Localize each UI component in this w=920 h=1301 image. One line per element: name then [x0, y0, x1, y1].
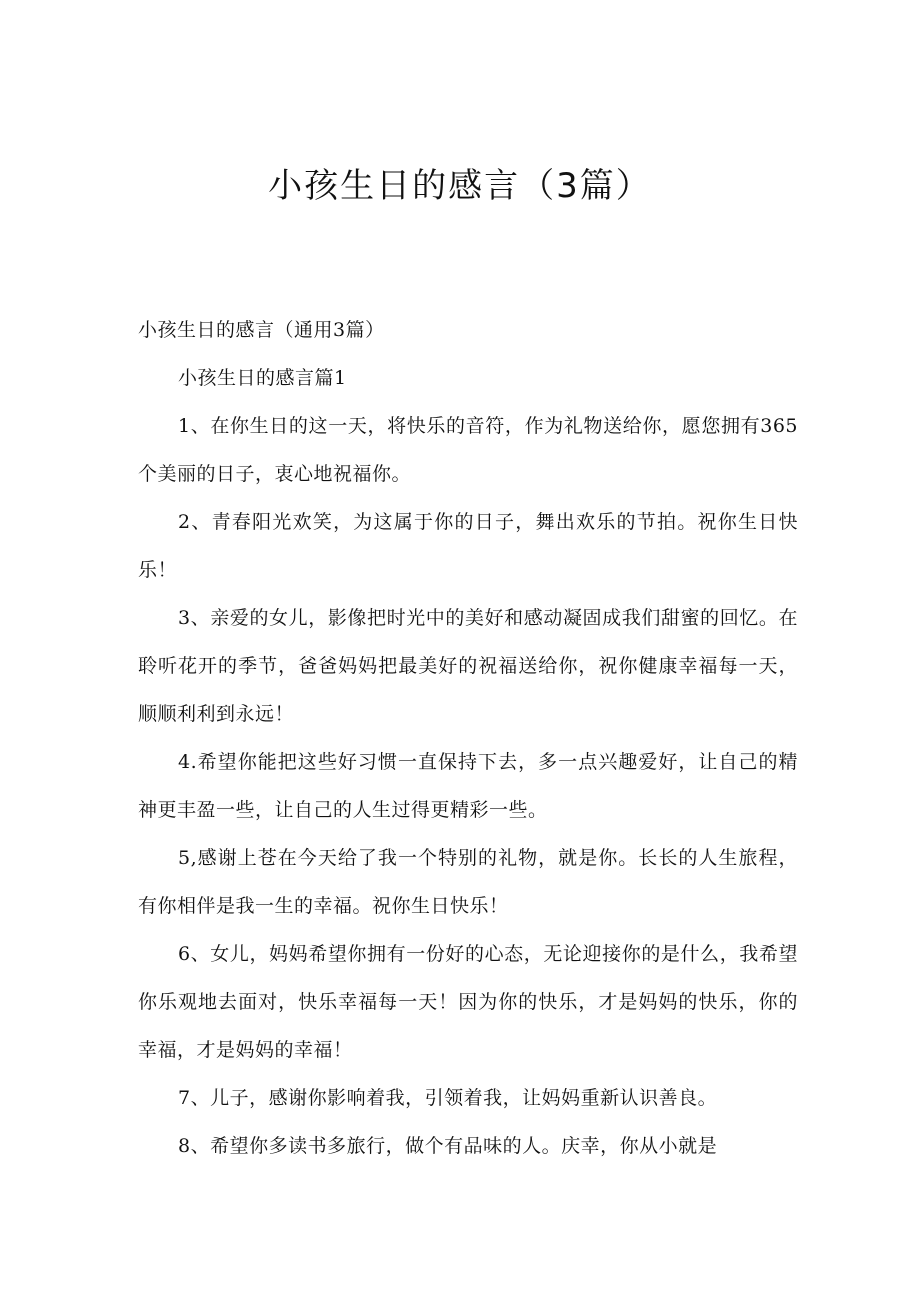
paragraph-8: 8、希望你多读书多旅行，做个有品味的人。庆幸，你从小就是 [178, 1135, 718, 1157]
document-body [138, 306, 798, 1170]
paragraph-2: 2、青春阳光欢笑，为这属于你的日子，舞出欢乐的节拍。祝你生日快乐！ [138, 511, 798, 581]
paragraph-1: 1、在你生日的这一天，将快乐的音符，作为礼物送给你，愿您拥有365个美丽的日子，衷心地祝福你。 [138, 415, 798, 485]
paragraph-4: 4.希望你能把这些好习惯一直保持下去，多一点兴趣爱好，让自己的精神更丰盈一些，让自己的人生过得更精彩一些。 [138, 751, 798, 821]
section-heading: 小孩生日的感言篇1 [178, 367, 347, 389]
paragraph-3: 3、亲爱的女儿，影像把时光中的美好和感动凝固成我们甜蜜的回忆。在聆听花开的季节，爸爸妈妈把最美好的祝福送给你，祝你健康幸福每一天，顺顺利利到永远！ [138, 607, 798, 725]
paragraph-5: 5,感谢上苍在今天给了我一个特别的礼物，就是你。长长的人生旅程，有你相伴是我一生的幸福。祝你生日快乐！ [138, 847, 798, 917]
paragraph-7: 7、儿子，感谢你影响着我，引领着我，让妈妈重新认识善良。 [178, 1087, 718, 1109]
document-title: 小孩生日的感言（3篇） [268, 166, 652, 206]
paragraph-6: 6、女儿，妈妈希望你拥有一份好的心态，无论迎接你的是什么，我希望你乐观地去面对，快乐幸福每一天！因为你的快乐，才是妈妈的快乐，你的幸福，才是妈妈的幸福！ [138, 943, 798, 1061]
document-subtitle: 小孩生日的感言（通用3篇） [138, 319, 385, 341]
